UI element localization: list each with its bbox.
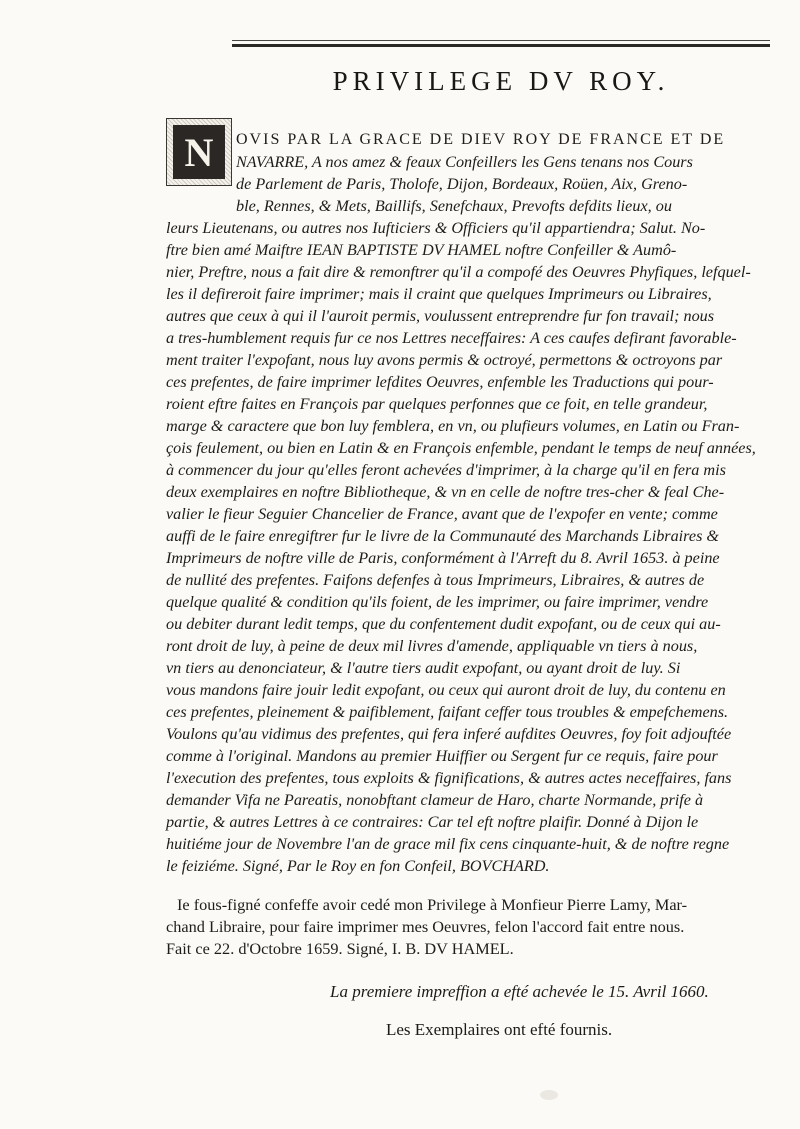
privilege-line: nier, Preftre, nous a fait dire & remonftrer qu'il a compofé des Oeuvres Phyfiques, lefquel- bbox=[166, 263, 751, 281]
privilege-line: deux exemplaires en noftre Bibliotheque, & vn en celle de noftre tres-cher & feal Che- bbox=[166, 483, 725, 501]
decorated-initial bbox=[166, 118, 232, 186]
privilege-line: ble, Rennes, & Mets, Baillifs, Senefchaux, Prevofts defdits lieux, ou bbox=[236, 197, 672, 215]
privilege-line: partie, & autres Lettres à ce contraires: Car tel eft noftre plaifir. Donné à Dijon le bbox=[166, 813, 699, 831]
privilege-line: à commencer du jour qu'elles feront achevées d'imprimer, à la charge qu'il en fera mis bbox=[166, 461, 726, 479]
privilege-line: de Parlement de Paris, Tholofe, Dijon, Bordeaux, Roüen, Aix, Greno- bbox=[236, 175, 688, 193]
privilege-line: l'execution des prefentes, tous exploits & fignifications, & autres actes neceffaires, fans bbox=[166, 769, 732, 787]
privilege-line: roient eftre faites en François par quelques perfonnes que ce foit, en telle grandeur, bbox=[166, 395, 708, 413]
cession-line: chand Libraire, pour faire imprimer mes Oeuvres, felon l'accord fait entre nous. bbox=[166, 917, 685, 936]
privilege-line: comme à l'original. Mandons au premier Huiffier ou Sergent fur ce requis, faire pour bbox=[166, 747, 718, 765]
printing-completed-note: La premiere impreffion a efté achevée le 15. Avril 1660. bbox=[330, 982, 709, 1001]
privilege-line: a tres-humblement requis fur ce nos Lettres neceffaires: A ces caufes defirant favorable- bbox=[166, 329, 737, 347]
privilege-line: ou debiter durant ledit temps, que du confentement dudit expofant, ou de ceux qui au- bbox=[166, 615, 721, 633]
privilege-line: Voulons qu'au vidimus des prefentes, qui fera inferé aufdites Oeuvres, foy foit adjouftée bbox=[166, 725, 732, 743]
privilege-line: NAVARRE, A nos amez & feaux Confeillers les Gens tenans nos Cours bbox=[236, 153, 693, 171]
privilege-line: OVIS PAR LA GRACE DE DIEV ROY DE FRANCE ET DE bbox=[236, 131, 726, 148]
privilege-line: de nullité des prefentes. Faifons defenfes à tous Imprimeurs, Libraires, & autres de bbox=[166, 571, 705, 589]
privilege-line: le feiziéme. Signé, Par le Roy en fon Confeil, BOVCHARD. bbox=[166, 857, 550, 875]
privilege-line: ces prefentes, de faire imprimer lefdites Oeuvres, enfemble les Traductions qui pour- bbox=[166, 373, 714, 391]
privilege-line: vous mandons faire jouir ledit expofant, ou ceux qui auront droit de luy, du contenu en bbox=[166, 681, 726, 699]
privilege-line: quelque qualité & condition qu'ils foient, de les imprimer, ou faire imprimer, vendre bbox=[166, 593, 709, 611]
privilege-line: auffi de le faire enregiftrer fur le livre de la Communauté des Marchands Libraires & bbox=[166, 527, 720, 545]
cession-line: Ie fous-figné confeffe avoir cedé mon Privilege à Monfieur Pierre Lamy, Mar- bbox=[177, 895, 688, 914]
privilege-line: demander Vifa ne Pareatis, nonobftant clameur de Haro, charte Normande, prife à bbox=[166, 791, 704, 809]
top-rule-thin bbox=[232, 40, 770, 41]
copies-note: Les Exemplaires ont efté fournis. bbox=[386, 1020, 613, 1039]
cession-line: Fait ce 22. d'Octobre 1659. Signé, I. B. DV HAMEL. bbox=[166, 939, 514, 958]
top-rule-thick bbox=[232, 44, 770, 47]
privilege-line: leurs Lieutenans, ou autres nos Iufticiers & Officiers qu'il appartiendra; Salut. No- bbox=[166, 219, 706, 237]
privilege-line: Imprimeurs de noftre ville de Paris, conformément à l'Arreft du 8. Avril 1653. à peine bbox=[166, 549, 720, 567]
page-title: PRIVILEGE DV ROY. bbox=[332, 66, 670, 96]
privilege-line: valier le fieur Seguier Chancelier de France, avant que de l'expofer en vente; comme bbox=[166, 505, 718, 523]
privilege-line: ces prefentes, pleinement & paifiblement, faifant ceffer tous troubles & empefchemens. bbox=[166, 703, 729, 721]
privilege-line: vn tiers au denonciateur, & l'autre tiers audit expofant, ou ayant droit de luy. Si bbox=[166, 659, 681, 677]
privilege-line: marge & caractere que bon luy femblera, en vn, ou plufieurs volumes, en Latin ou Fran- bbox=[166, 417, 740, 435]
privilege-line: çois feulement, ou bien en Latin & en François enfemble, pendant le temps de neuf années, bbox=[166, 439, 756, 457]
initial-letter: N bbox=[173, 125, 225, 179]
privilege-line: les il defireroit faire imprimer; mais il craint que quelques Imprimeurs ou Libraires, bbox=[166, 285, 712, 303]
privilege-line: autres que ceux à qui il l'auroit permis, voulussent entreprendre fur fon travail; nous bbox=[166, 307, 715, 325]
privilege-line: ftre bien amé Maiftre IEAN BAPTISTE DV HAMEL noftre Confeiller & Aumô- bbox=[166, 241, 677, 259]
paper-blemish bbox=[540, 1090, 558, 1100]
privilege-line: ront droit de luy, à peine de deux mil livres d'amende, appliquable vn tiers à nous, bbox=[166, 637, 698, 655]
privilege-line: huitiéme jour de Novembre l'an de grace mil fix cens cinquante-huit, & de noftre regne bbox=[166, 835, 730, 853]
privilege-line: ment traiter l'expofant, nous luy avons permis & octroyé, permettons & octroyons par bbox=[166, 351, 723, 369]
